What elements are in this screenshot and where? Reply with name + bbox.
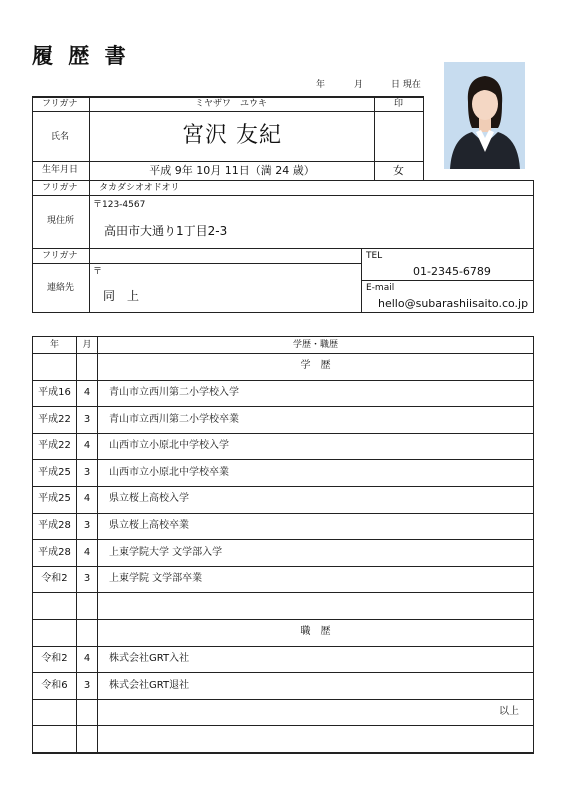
history-row-text: 上東学院大学 文学部入学 [109, 547, 223, 558]
history-row-month: 4 [83, 653, 91, 664]
history-row-year: 平成16 [38, 387, 71, 398]
history-row-text: 株式会社GRT退社 [109, 680, 190, 691]
history-row-month: 4 [83, 440, 91, 451]
contact-postal: 〒 [93, 267, 103, 277]
history-section-heading: 学 歴 [300, 360, 331, 371]
tel-value: 01-2345-6789 [413, 265, 491, 278]
history-row-month: 3 [83, 467, 91, 478]
history-row-month: 4 [83, 547, 91, 558]
history-row-text: 山西市立小原北中学校卒業 [109, 467, 229, 478]
history-row-text: 青山市立西川第二小学校入学 [109, 387, 239, 398]
document-title: 履 歴 書 [32, 44, 130, 68]
date-day-label: 日 現在 [391, 80, 421, 90]
id-photo [444, 62, 525, 169]
history-row-year: 令和2 [41, 573, 68, 584]
tel-label: TEL [366, 251, 383, 261]
history-row-year: 平成25 [38, 467, 71, 478]
history-row-year: 平成22 [38, 414, 71, 425]
contact-furigana-label: フリガナ [42, 251, 78, 261]
contact-label: 連絡先 [47, 283, 75, 293]
history-row-text: 以上 [499, 706, 519, 717]
address-postal: 〒123-4567 [93, 200, 146, 210]
name-furigana-label: フリガナ [42, 99, 78, 109]
gender: 女 [393, 164, 404, 177]
seal-label: 印 [394, 99, 404, 109]
history-row-month: 3 [83, 680, 91, 691]
history-content-header: 学歴・職歴 [292, 340, 338, 350]
address-value: 高田市大通り1丁目2-3 [104, 224, 228, 238]
address-furigana: タカダシオオドオリ [99, 183, 180, 193]
history-month-header: 月 [82, 340, 92, 350]
date-month-label: 月 [354, 80, 364, 90]
email-value: hello@subarashiisaito.co.jp [378, 297, 529, 310]
history-row-year: 令和6 [41, 680, 68, 691]
history-year-header: 年 [49, 340, 59, 350]
history-row-year: 令和2 [41, 653, 68, 664]
full-name: 宮沢 友紀 [182, 123, 282, 148]
history-row-text: 上東学院 文学部卒業 [109, 573, 203, 584]
birth-date: 平成 9年 10月 11日（満 24 歳） [149, 164, 315, 177]
history-row-month: 4 [83, 493, 91, 504]
history-row-text: 県立桜上高校入学 [109, 493, 189, 504]
history-row-text: 株式会社GRT入社 [109, 653, 190, 664]
email-label: E-mail [366, 283, 395, 293]
history-row-text: 青山市立西川第二小学校卒業 [109, 414, 239, 425]
history-row-month: 4 [83, 387, 91, 398]
birth-label: 生年月日 [42, 165, 79, 175]
date-year-label: 年 [316, 80, 326, 90]
history-row-year: 平成28 [38, 520, 71, 531]
contact-value: 同 上 [103, 289, 140, 303]
address-furigana-label: フリガナ [42, 183, 78, 193]
history-section-heading: 職 歴 [300, 626, 331, 637]
name-furigana: ミヤザワ ユウキ [195, 99, 268, 109]
person-photo-icon [444, 62, 525, 169]
history-row-text: 県立桜上高校卒業 [109, 520, 189, 531]
history-row-month: 3 [83, 414, 91, 425]
history-row-month: 3 [83, 520, 91, 531]
history-row-year: 平成25 [38, 493, 71, 504]
history-row-year: 平成28 [38, 547, 71, 558]
history-row-month: 3 [83, 573, 91, 584]
history-row-text: 山西市立小原北中学校入学 [109, 440, 229, 451]
address-label: 現住所 [47, 216, 75, 226]
name-label: 氏名 [51, 132, 70, 142]
history-row-year: 平成22 [38, 440, 71, 451]
